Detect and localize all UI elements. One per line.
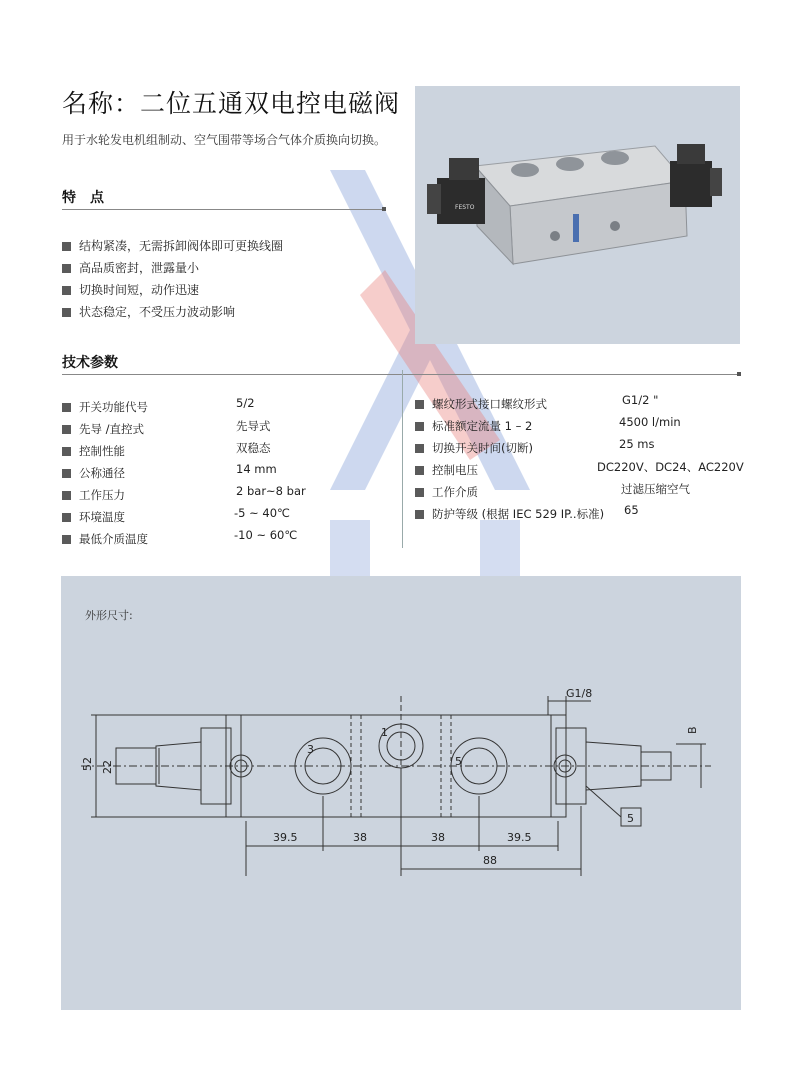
bullet-square-icon — [62, 403, 71, 412]
features-heading: 特 点 — [62, 190, 104, 206]
params-heading: 技术参数 — [62, 355, 118, 371]
param-row: 防护等级 (根据 IEC 529 IP..标准) — [415, 503, 604, 522]
param-row: 螺纹形式接口螺纹形式 — [415, 393, 547, 412]
side-dim-label: B — [686, 726, 699, 734]
param-row: 工作压力 — [62, 484, 125, 503]
dimension-drawing — [61, 576, 741, 1010]
port-label-3: 3 — [307, 743, 314, 756]
params-divider — [402, 370, 403, 548]
param-value: -10 ~ 60℃ — [234, 528, 298, 542]
param-value: G1/2 " — [622, 393, 659, 407]
valve-photo — [415, 86, 740, 344]
param-value: 2 bar~8 bar — [236, 484, 306, 498]
features-rule — [62, 209, 384, 210]
param-row: 最低介质温度 — [62, 528, 148, 547]
bullet-square-icon — [415, 510, 424, 519]
feature-item: 高品质密封，泄露量小 — [62, 259, 199, 276]
param-value: DC220V、DC24、AC220V — [597, 460, 744, 474]
bullet-square-icon — [62, 447, 71, 456]
intro-text: 用于水轮发电机组制动、空气围带等场合气体介质换向切换。 — [62, 133, 387, 147]
param-value: 4500 l/min — [619, 415, 681, 429]
product-photo-panel — [415, 86, 740, 344]
height-inner-dim: 22 — [101, 760, 114, 774]
param-row: 切换开关时间(切断) — [415, 437, 533, 456]
bullet-square-icon — [62, 425, 71, 434]
feature-item: 状态稳定，不受压力波动影响 — [62, 303, 235, 320]
drawing-caption: 外形尺寸: — [85, 609, 133, 622]
dim-label: 38 — [353, 831, 367, 844]
bullet-square-icon — [62, 535, 71, 544]
bullet-square-icon — [62, 308, 71, 317]
port-label-5: 5 — [455, 755, 462, 768]
bullet-square-icon — [62, 469, 71, 478]
param-row: 控制性能 — [62, 440, 125, 459]
params-rule — [62, 374, 738, 375]
callout-label: 5 — [627, 812, 634, 825]
thread-label: G1/8 — [566, 687, 593, 700]
bullet-square-icon — [62, 513, 71, 522]
params-rule-end — [737, 372, 741, 376]
bullet-square-icon — [415, 488, 424, 497]
port-label-1: 1 — [381, 726, 388, 739]
param-value: 65 — [624, 503, 639, 517]
param-value: 25 ms — [619, 437, 655, 451]
param-row: 工作介质 — [415, 481, 478, 500]
param-row: 公称通径 — [62, 462, 125, 481]
param-value: 过滤压缩空气 — [621, 482, 690, 496]
features-rule-end — [382, 207, 386, 211]
bullet-square-icon — [62, 286, 71, 295]
param-value: -5 ~ 40℃ — [234, 506, 290, 520]
feature-item: 切换时间短，动作迅速 — [62, 281, 199, 298]
page-title: 名称：二位五通双电控电磁阀 — [62, 89, 401, 118]
param-row: 控制电压 — [415, 459, 478, 478]
bullet-square-icon — [415, 422, 424, 431]
height-outer-dim: 52 — [81, 757, 94, 771]
brand-label: FESTO — [455, 204, 475, 211]
dim-total-label: 88 — [483, 854, 497, 867]
feature-item: 结构紧凑，无需拆卸阀体即可更换线圈 — [62, 237, 283, 254]
param-value: 双稳态 — [236, 441, 271, 455]
bullet-square-icon — [415, 444, 424, 453]
param-value: 14 mm — [236, 462, 277, 476]
param-row: 开关功能代号 — [62, 396, 148, 415]
dim-label: 39.5 — [273, 831, 298, 844]
dim-label: 38 — [431, 831, 445, 844]
param-value: 5/2 — [236, 396, 255, 410]
param-row: 环境温度 — [62, 506, 125, 525]
param-value: 先导式 — [236, 419, 271, 433]
bullet-square-icon — [62, 264, 71, 273]
bullet-square-icon — [62, 491, 71, 500]
param-row: 先导 /直控式 — [62, 418, 144, 437]
bullet-square-icon — [415, 466, 424, 475]
param-row: 标准额定流量 1 – 2 — [415, 415, 532, 434]
dim-label: 39.5 — [507, 831, 532, 844]
bullet-square-icon — [415, 400, 424, 409]
bullet-square-icon — [62, 242, 71, 251]
